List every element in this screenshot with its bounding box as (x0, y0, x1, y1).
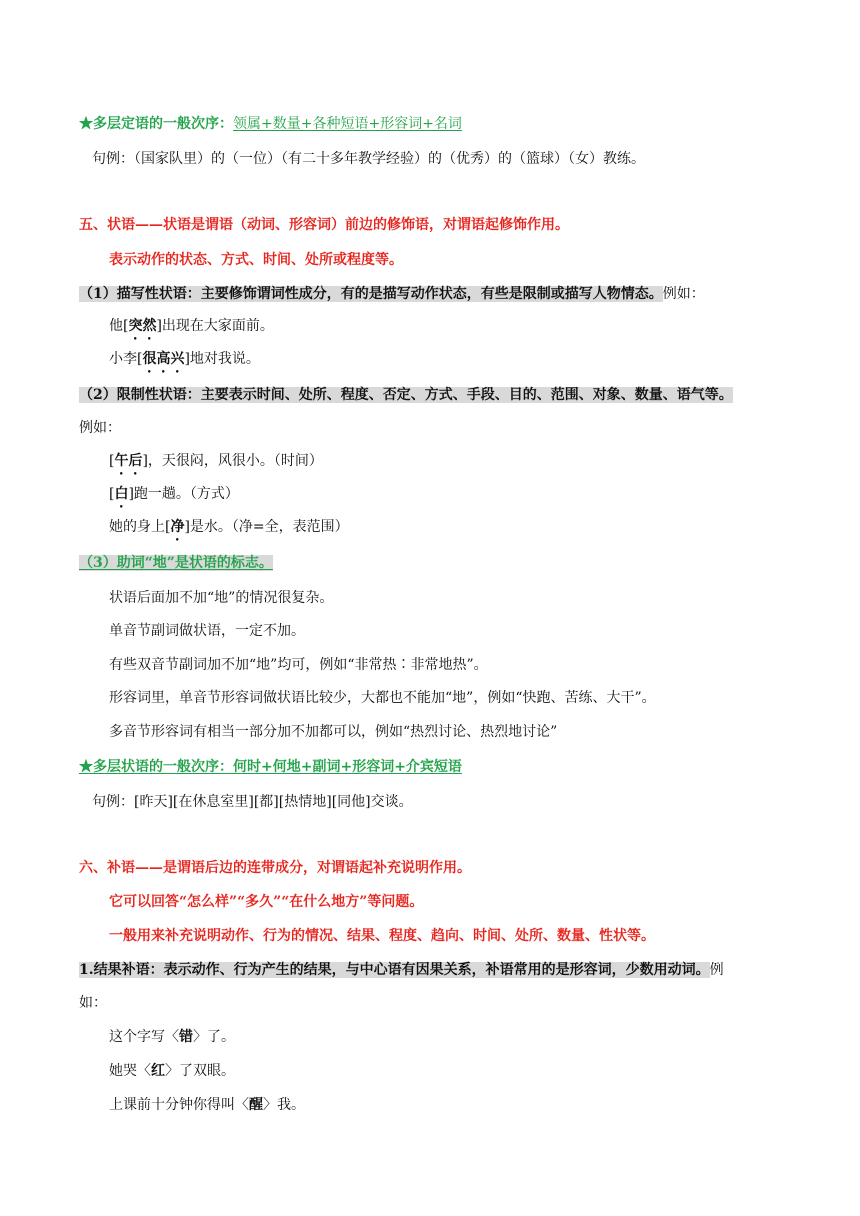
section-5-title: 五、状语——状语是谓语（动词、形容词）前边的修饰语，对谓语起修饰作用。 (79, 217, 569, 233)
descriptive-example-2 (109, 349, 260, 376)
adverbial-order-heading (79, 757, 462, 777)
example-prefix: 这个字写〈 (109, 1029, 179, 1045)
descriptive-adverbial-heading (79, 284, 705, 304)
particle-de-line-5: 多音节形容词有相当一部分加不加都可以，例如“热烈讨论、热烈地讨论” (109, 724, 558, 740)
example-suffix: ]出现在大家面前。 (156, 318, 274, 334)
attributive-order-label: ★多层定语的一般次序： (79, 116, 233, 132)
descriptive-adverbial-label: （1）描写性状语：主要修饰谓词性成分，有的是描写动作状态，有些是限制或描写人物情态。 (79, 286, 663, 302)
particle-de-line-2: 单音节副词做状语，一定不加。 (109, 623, 305, 639)
result-complement-label: 1.结果补语：表示动作、行为产生的结果，与中心语有因果关系，补语常用的是形容词，少数用动词。 (79, 962, 710, 978)
example-keyword: 净 (170, 519, 185, 535)
example-prefix: 她的身上[ (109, 519, 171, 535)
example-keyword: 很高兴 (142, 351, 185, 367)
particle-de-line-4: 形容词里，单音节形容词做状语比较少，大都也不能加“地”，例如“快跑、苦练、大干”。 (109, 690, 656, 706)
descriptive-example-1 (109, 316, 274, 343)
result-complement-tail-2: 如： (79, 995, 107, 1011)
descriptive-adverbial-tail: 例如： (662, 286, 705, 302)
example-keyword: 突然 (128, 318, 157, 334)
particle-de-line-1: 状语后面加不加“地”的情况很复杂。 (109, 590, 334, 606)
example-prefix: 她哭〈 (109, 1063, 151, 1079)
result-complement-tail: 例 (709, 962, 724, 978)
attributive-example: 句例：（国家队里）的（一位）（有二十多年教学经验）的（优秀）的（篮球）（女）教练。 (92, 151, 645, 167)
example-prefix: 上课前十分钟你得叫〈 (109, 1097, 249, 1113)
example-keyword: 红 (151, 1063, 165, 1079)
example-suffix: 〉了。 (193, 1029, 235, 1045)
particle-de-heading (79, 553, 273, 573)
restrictive-example-2 (109, 484, 239, 511)
restrictive-adverbial-label: （2）限制性状语：主要表示时间、处所、程度、否定、方式、手段、目的、范围、对象、数量、语气等。 (79, 387, 733, 403)
adverbial-order-text: ★多层状语的一般次序：何时+何地+副词+形容词+介宾短语 (79, 759, 462, 775)
example-keyword: 白 (114, 486, 129, 502)
example-prefix: 小李[ (109, 351, 143, 367)
result-example-3 (109, 1095, 305, 1115)
adverbial-example: 句例：[昨天][在休息室里][都][热情地][同他]交谈。 (92, 794, 413, 810)
restrictive-example-3 (109, 517, 349, 544)
section-5-subtitle: 表示动作的状态、方式、时间、处所或程度等。 (109, 252, 403, 268)
result-complement-heading (79, 960, 724, 980)
example-keyword: 醒 (249, 1097, 263, 1113)
result-example-2 (109, 1061, 235, 1081)
example-suffix: ]跑一趟。（方式） (128, 486, 239, 502)
example-suffix: 〉了双眼。 (165, 1063, 235, 1079)
restrictive-example-1 (109, 451, 323, 478)
section-6-subtitle-2: 一般用来补充说明动作、行为的情况、结果、程度、趋向、时间、处所、数量、性状等。 (109, 928, 655, 944)
example-prefix: [ (109, 486, 115, 502)
restrictive-adverbial-tail: 例如： (79, 420, 121, 436)
example-keyword: 午后 (114, 453, 143, 469)
section-6-subtitle-1: 它可以回答“怎么样”“多久”“在什么地方”等问题。 (109, 894, 424, 910)
example-suffix: ]，天很闷，风很小。（时间） (142, 453, 323, 469)
section-6-title: 六、补语——是谓语后边的连带成分，对谓语起补充说明作用。 (79, 860, 471, 876)
example-prefix: [ (109, 453, 115, 469)
example-keyword: 错 (179, 1029, 193, 1045)
attributive-order-sequence: 领属+数量+各种短语+形容词+名词 (233, 116, 462, 132)
attributive-order-heading (79, 114, 462, 134)
restrictive-adverbial-heading (79, 385, 733, 405)
example-suffix: 〉我。 (263, 1097, 305, 1113)
particle-de-label: （3）助词“地”是状语的标志。 (79, 555, 273, 571)
example-suffix: ]地对我说。 (184, 351, 260, 367)
particle-de-line-3: 有些双音节副词加不加“地”均可，例如“非常热∶非常地热”。 (109, 657, 488, 673)
example-prefix: 他[ (109, 318, 129, 334)
result-example-1 (109, 1027, 235, 1047)
example-suffix: ]是水。（净=全，表范围） (184, 519, 349, 535)
